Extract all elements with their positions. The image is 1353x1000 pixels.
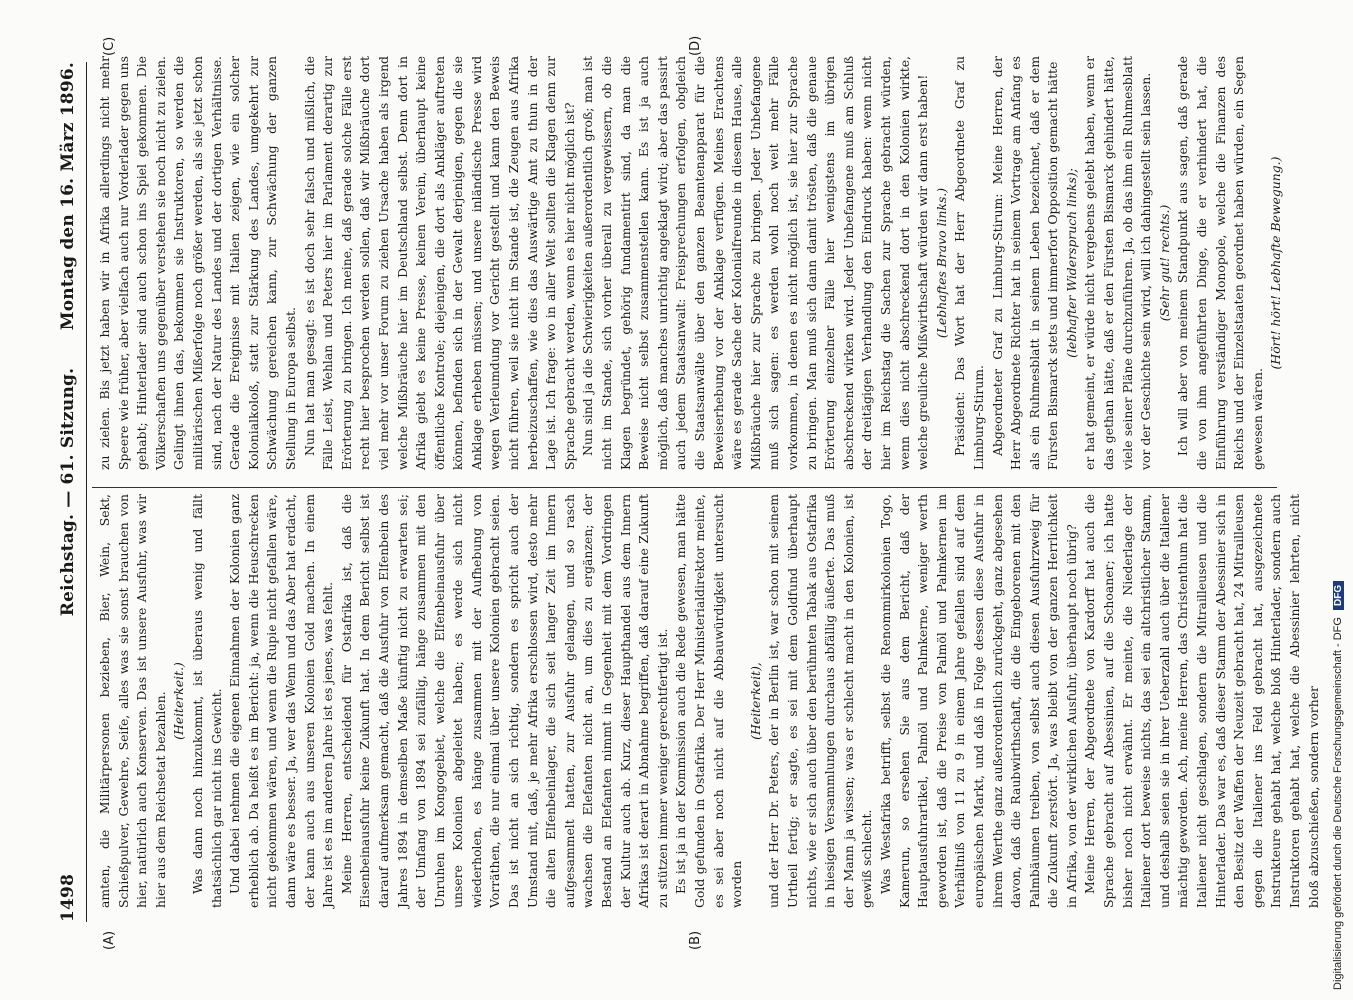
paragraph: Nun sind ja die Schwierigkeiten außerordentlich groß; man ist nicht im Stande, sich vorher überall zu vergewissern, ob die Klagen begründet, gehörig fundamentirt sind, da man die Beweise nicht selbst zusammenstellen kann. Es ist ja auch möglich, daß manches unrichtig angeklagt wird; aber das passirt auch jedem Staatsanwalt: Freisprechungen erfolgen, obgleich die Staatsanwälte über den ganzen Beamtenapparat für die Beweiserhebung vor der Anklage verfügen. Meines Erachtens wäre es gerade Sache der Kolonialfreunde in diesem Hause, alle Mißbräuche hier zur Sprache zu bringen. Jeder Unbefangene muß sich sagen: es werden wohl noch weit mehr Fälle vorkommen, in denen es nicht möglich ist, sie hier zur Sprache zu bringen. Man muß sich dann damit trösten, daß die genaue Erörterung einzelner Fälle hier wenigstens im übrigen abschreckend wirken wird. Jeder Unbefangene muß am Schluß der dreitägigen Verhandlung den Eindruck haben: wenn nicht hier im Reichstag die Sachen zur Sprache gebracht würden, wenn dies nicht abschreckend dort in den Kolonien wirkte, welche greuliche Mißwirthschaft würden wir dann erst haben! (580, 56, 931, 470)
paragraph: zu zielen. Bis jetzt haben wir in Afrika allerdings nicht mehr Speere wie früher, aber vielfach auch nur Vorderlader gegen uns gehabt; Hinterlader sind auch schon ins Spiel gekommen. Die Völkerschaften uns gegenüber verstehen sie noch nicht zu zielen. Gelingt ihnen das, bekommen sie Instruktoren, so werden die militärischen Mißerfolge noch größer werden, als sie jetzt schon sind, nach der Natur des Landes und der dortigen Verhältnisse. Gerade die Ereignisse mit Italien zeigen, wie ein solcher Kolonialkoloß, statt zur Stärkung des Landes, umgekehrt zur Schwächung gereichen kann, zur Schwächung der ganzen Stellung in Europa selbst. (97, 56, 298, 470)
margin-marker-d: (D) (688, 35, 703, 56)
session-title: Reichstag. — 61. Sitzung. (58, 367, 78, 617)
left-text-column (96, 494, 1321, 908)
session-date: Montag den 16. März 1896. (58, 62, 78, 331)
speaker-paragraph: Abgeordneter Graf zu Limburg-Stirum: Meine Herren, der Herr Abgeordnete Richter hat in seinem Vortrage am Anfang es als ein Ruhmesblatt in seinem Leben bezeichnet, daß er dem Fürsten Bismarck stets und immerfort Opposition gemacht hätte (989, 56, 1061, 470)
margin-marker-b: (B) (688, 930, 703, 950)
digitization-credit (1322, 0, 1353, 1000)
interjection: (Hört! hört! Lebhafte Bewegung.) (1268, 156, 1284, 370)
interjection: (Heiterkeit), (747, 662, 763, 740)
paragraph: amten, die Militärpersonen bezieben, Bier, Wein, Sekt, Schießpulver, Gewehre, Seife, alles was sie sonst brauchen von hier, natürlich auch Konserven. Das ist unsere Ausfuhr, was wir hier aus dem Reichsetat bezahlen. (97, 494, 168, 908)
paragraph: Nun hat man gesagt: es ist doch sehr falsch und mißlich, die Fälle Leist, Wehlan und Peters hier im Parlament derartig zur Erörterung zu bringen. Ich meine, daß gerade solche Fälle erst recht hier besprochen werden sollen, daß wir Mißbräuche dort viel mehr vor unser Forum zu ziehen Ursache haben als irgend welche Mißbräuche hier im Deutschland selbst. Denn dort in Afrika giebt es keine Presse, keinen Verein, überhaupt keine öffentliche Kontrole; diejenigen, die dort als Ankläger auftreten können, befinden sich in der Gewalt derjenigen, gegen die sie Anklage erheben müssen; und unsere inländische Presse wird wegen Verleumdung vor Gericht gestellt und kann den Beweis nicht führen, weil sie nicht im Stande ist, die Zeugen aus Afrika herbeizuschaffen, wie dies das Auswärtige Amt zu thun in der Lage ist. Ich frage: wo in aller Welt sollten die Klagen denn zur Sprache gebracht werden, wenn es hier nicht möglich ist? (301, 56, 577, 470)
paragraph: Und dabei nehmen die eigenen Einnahmen der Kolonien ganz erheblich ab. Da heißt es im Bericht: ja, wenn die Heuschrecken nicht gekommen wären, und wenn die Rupie nicht gefallen wäre, dann wäre es besser. Ja, wer das Wenn und das Aber hat erdacht, der kann auch aus unseren Kolonien Gold machen. In einem Jahre ist es im anderen Jahre ist es jenes, was fehlt. (227, 494, 336, 908)
interjection: (Lebhaftes Bravo links.) (933, 187, 949, 339)
right-text-column (96, 56, 1284, 470)
page-number: 1498 (58, 873, 78, 922)
paragraph: Es ist ja in der Kommission auch die Rede gewesen, man hätte Gold gefunden in Ostafrika. Der Herr Ministerialdirektor meinte, es sei aber noch nicht auf die Abbauwürdigkeit untersucht worden (673, 494, 745, 908)
paragraph: und der Herr Dr. Peters, der in Berlin ist, war schon mit seinem Urtheil fertig; er sagte, es sei mit dem Goldfund überhaupt nichts, wie er sich auch über den berühmten Tabak aus Ostafrika in hiesigen Versammlungen durchaus abfällig äußerte. Das muß der Mann ja wissen; was er schlecht macht in den Kolonien, ist gewiß schlecht. (766, 494, 875, 908)
interjection: (lebhafter Widerspruch links); (1063, 168, 1079, 358)
paragraph: Meine Herren, der Abgeordnete von Kardorff hat auch die Sprache gebracht auf Abessinien, auf die Schoaner; ich hatte bisher noch nicht erwähnt. Er meinte, die Niederlage der Italiener dort beweise nichts, das sei ein altchristlicher Stamm, und deshalb seien sie in ihrer Ueberzahl auch über die Italiener mächtig geworden. Ach, meine Herren, das Christenthum hat die Italiener nicht geschlagen, sondern die Mitrailleusen und die Hinterlader. Das war es, daß dieser Stamm der Abessinier sich in den Besitz der Waffen der Neuzeit gebracht hat, 24 Mitrailleusen gegen die Italiener ins Feld gebracht hat, ausgezeichnete Instrukteure gehabt hat, welche bloß Hinterlader, sondern auch Instruktoren gehabt hat, welche die Abessinier lehrten, nicht bloß abzuschießen, sondern vorher (1082, 494, 1321, 908)
paragraph: Meine Herren, entscheidend für Ostafrika ist, daß die Eisenbeinausfuhr keine Zukunft hat. In dem Bericht selbst ist darauf aufmerksam gemacht, daß die Ausfuhr von Elfenbein des Jahres 1894 in demselben Maße künftig nicht zu erwarten sei; der Umfang von 1894 sei zufällig, hänge zusammen mit den Unruhen im Kongogebiet, welche die Elfenbeinausfuhr über unsere Kolonien abgeleitet haben; es werde sich nicht wiederholen, es hänge zusammen mit der Aufhebung von Vorräthen, die nur einmal über unsere Kolonien gebracht seien. Das ist nicht an sich richtig, sondern es spricht auch der Umstand mit, daß, je mehr Afrika erschlossen wird, desto mehr die alten Elfenbeinlager, die sich seit langer Zeit im Innern aufgesammelt hatten, zur Ausfuhr gelangen, und so rasch wachsen die Elefanten nicht an, um dies zu ergänzen; der Bestand an Elefanten nimmt in Gegenheit mit dem Vordringen der Kultur auch ab. Kurz, dieser Haupthandel aus dem Innern Afrikas ist derart in Abnahme begriffen, daß darauf eine Zukunft zu stützen immer weniger gerechtfertigt ist. (338, 494, 670, 908)
dfg-logo: DFG (1333, 581, 1344, 610)
interjection: (Sehr gut! rechts.) (1156, 204, 1172, 322)
header-rule (86, 62, 87, 922)
margin-marker-c: (C) (102, 36, 117, 56)
paragraph: Was dann noch hinzukommt, ist überaus wenig und fällt thatsächlich gar nicht ins Gewicht. (189, 494, 224, 908)
column-divider (92, 487, 1277, 488)
interjection: (Heiterkeit.) (171, 662, 187, 740)
credit-text: Digitalisierung gefördert durch die Deutsche Forschungsgemeinschaft - DFG (1332, 617, 1344, 990)
paragraph: er hat gemeint, er würde nicht vergebens gelebt haben, wenn er das gethan hätte, daß er den Fürsten Bismarck gehindert hätte, viele seiner Pläne durchzuführen. Ja, ob das ihm ein Ruhmesblatt vor der Geschichte sein wird, will ich dahingestellt sein lassen. (1082, 56, 1154, 470)
paragraph: Ich will aber von meinem Standpunkt aus sagen, daß gerade die von ihm angeführten Dinge, die er verhindert hat, die Einführung verständiger Monopole, welche die Finanzen des Reichs und der Einzelstaaten geordnet haben würden, ein Segen gewesen wären. (1175, 56, 1265, 470)
page-header (58, 62, 86, 922)
margin-marker-a: (A) (102, 930, 117, 950)
speaker-paragraph: Präsident: Das Wort hat der Herr Abgeordnete Graf zu Limburg-Stirum. (952, 56, 986, 470)
paragraph: Was Westafrika betrifft, selbst die Renommirkolonien Togo, Kamerun, so ersehen Sie aus dem Bericht, daß der Hauptausfuhrartikel, Palmöl und Palmkerne, weniger werth geworden ist, daß die Preise von Palmöl und Palmkernen im Verhältniß von 11 zu 9 in einem Jahre gefallen sind auf dem europäischen Markt, und daß in Folge dessen diese Ausfuhr in ihrem Werthe ganz außerordentlich zurückgeht, ganz abgesehen davon, daß die Raubwirthschaft, die die Eingeborenen mit den Palmbäumen treiben, von selbst auch diesen Ausfuhrzweig für die Zukunft zerstört. Ja, was bleibt von der ganzen Herrlichkeit in Afrika, von der wirklichen Ausfuhr, überhaupt noch übrig? (877, 494, 1079, 908)
credit-line (1332, 10, 1344, 990)
